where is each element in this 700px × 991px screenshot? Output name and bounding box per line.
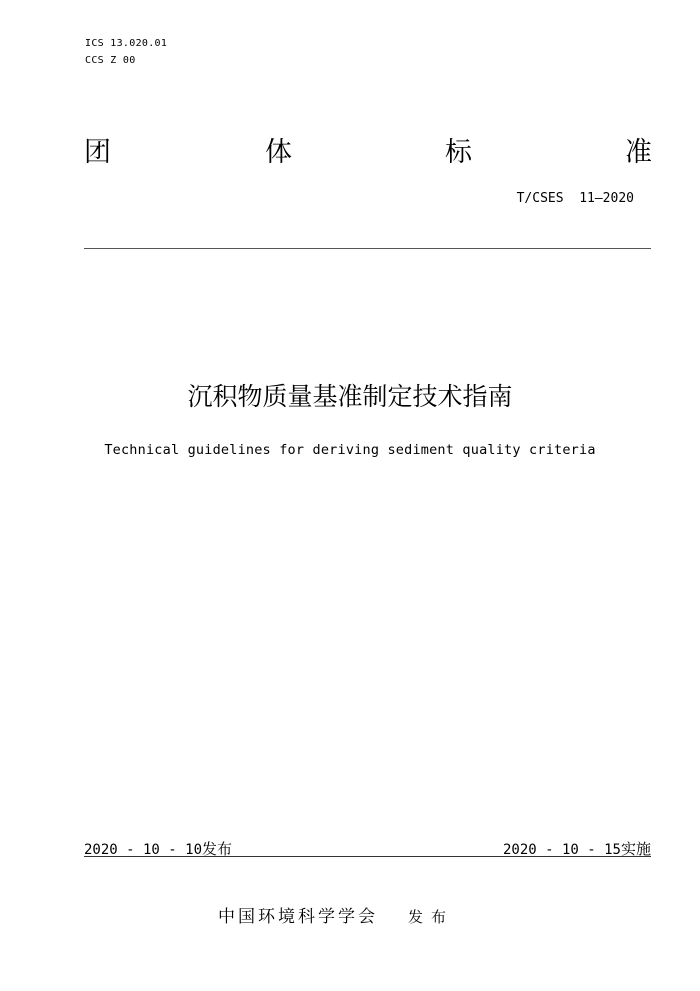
implement-label: 实施 [620, 840, 651, 858]
issuer-line [218, 902, 454, 927]
publish-label: 发布 [202, 840, 233, 858]
title-english: Technical guidelines for deriving sediment quality criteria [104, 442, 596, 458]
title-chinese: 沉积物质量基准制定技术指南 [187, 382, 513, 411]
footer-divider [84, 856, 651, 857]
header-divider [84, 248, 651, 249]
implement-date: 2020 - 10 - 15 [502, 842, 621, 858]
publish-date: 2020 - 10 - 10 [84, 842, 203, 858]
standard-type-char: 团 [84, 137, 111, 168]
ccs-code: CCS Z 00 [85, 55, 136, 66]
ics-code: ICS 13.020.01 [85, 38, 168, 49]
standard-type-char: 标 [445, 137, 472, 168]
standard-number: T/CSES 11—2020 [516, 191, 634, 206]
issuer-action: 发布 [408, 908, 455, 926]
standard-type-char: 准 [625, 137, 652, 168]
standard-type-char: 体 [265, 137, 292, 168]
issuer-name: 中国环境科学学会 [218, 907, 378, 927]
